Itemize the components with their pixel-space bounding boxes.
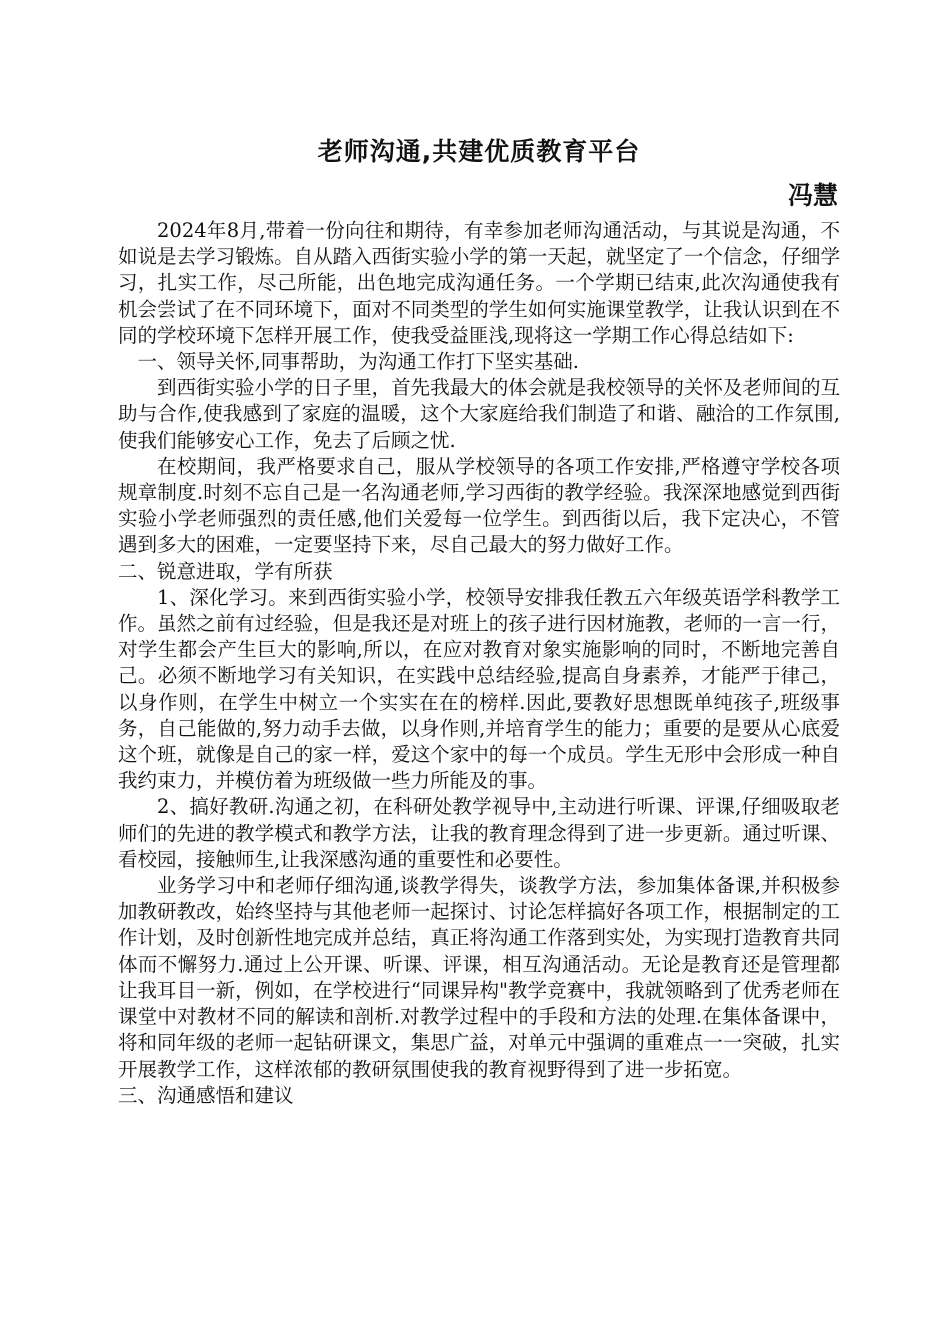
- section-heading-3: 三、沟通感悟和建议: [118, 1083, 294, 1107]
- document-page: [118, 130, 840, 1109]
- paragraph-deepen-study: 1、深化学习。来到西街实验小学，校领导安排我任教五六年级英语学科教学工作。虽然之前有过经验，但是我还是对班上的孩子进行因材施教，老师的一言一行，对学生都会产生巨大的影响,所以，在应对教育对象实施影响的同时，不断地完善自己。必须不断地学习有关知识，在实践中总结经验,提高自身素养，才能严于律己，以身作则，在学生中树立一个实实在在的榜样.因此,要教好思想既单纯孩子,班级事务，自己能做的,努力动手去做，以身作则,并培育学生的能力；重要的是要从心底爱这个班，就像是自己的家一样，爱这个家中的每一个成员。学生无形中会形成一种自我约束力，并模仿着为班级做一些力所能及的事。: [118, 585, 840, 793]
- paragraph-teaching-research: 2、搞好教研.沟通之初，在科研处教学视导中,主动进行听课、评课,仔细吸取老师们的先进的教学模式和教学方法，让我的教育理念得到了进一步更新。通过听课、看校园，接触师生,让我深感沟通的重要性和必要性。: [118, 795, 840, 871]
- document-title: 老师沟通,共建优质教育平台: [317, 137, 641, 166]
- paragraph-intro: 2024年8月,带着一份向往和期待，有幸参加老师沟通活动，与其说是沟通，不如说是去学习锻炼。自从踏入西街实验小学的第一天起，就坚定了一个信念，仔细学习，扎实工作，尽己所能，出色地完成沟通任务。一个学期已结束,此次沟通使我有机会尝试了在不同环境下，面对不同类型的学生如何实施课堂教学，让我认识到在不同的学校环境下怎样开展工作，使我受益匪浅,现将这一学期工作心得总结如下:: [118, 219, 840, 347]
- paragraph-school-life: 到西街实验小学的日子里，首先我最大的体会就是我校领导的关怀及老师间的互助与合作,使我感到了家庭的温暖，这个大家庭给我们制造了和谐、融洽的工作氛围,使我们能够安心工作，免去了后顾之忧.: [118, 376, 840, 452]
- section-heading-2: 二、锐意进取，学有所获: [118, 559, 333, 583]
- document-author: 冯慧: [787, 181, 838, 210]
- section-heading-1: 一、领导关怀,同事帮助，为沟通工作打下坚实基础.: [137, 350, 579, 374]
- paragraph-business-study: 业务学习中和老师仔细沟通,谈教学得失，谈教学方法，参加集体备课,并积极参加教研教改，始终坚持与其他老师一起探讨、讨论怎样搞好各项工作，根据制定的工作计划，及时创新性地完成并总结，真正将沟通工作落到实处，为实现打造教育共同体而不懈努力.通过上公开课、听课、评课，相互沟通活动。无论是教育还是管理都让我耳目一新，例如，在学校进行“同课异构"教学竞赛中，我就领略到了优秀老师在课堂中对教材不同的解读和剖析.对教学过程中的手段和方法的处理.在集体备课中，将和同年级的老师一起钻研课文，集思广益，对单元中强调的重难点一一突破，扎实开展教学工作，这样浓郁的教研氛围使我的教育视野得到了进一步拓宽。: [118, 874, 840, 1081]
- paragraph-discipline: 在校期间，我严格要求自己，服从学校领导的各项工作安排,严格遵守学校各项规章制度.时刻不忘自己是一名沟通老师,学习西街的教学经验。我深深地感觉到西街实验小学老师强烈的责任感,他们关爱每一位学生。到西街以后，我下定决心，不管遇到多大的困难，一定要坚持下来，尽自己最大的努力做好工作。: [118, 454, 840, 557]
